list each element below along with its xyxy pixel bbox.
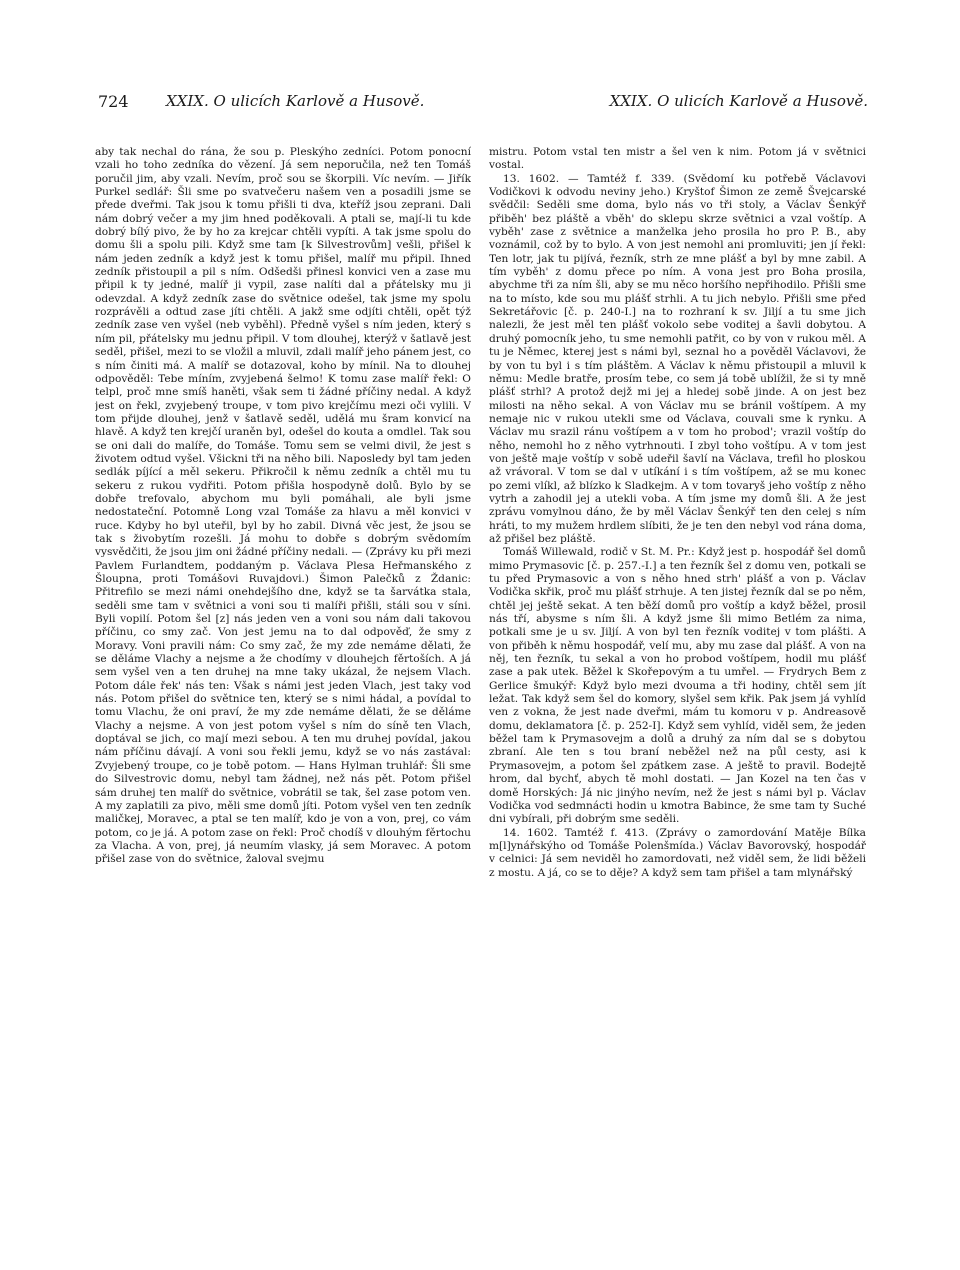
paragraph: aby tak nechal do rána, že sou p. Pleskýho zedníci. Potom ponocní vzali ho toho zedníka do vězení. Já sem neporučila, než ten Tomáš poručil jim, aby vzali. Nevím, proč sou se škorpili. Víc nevím. — Jiřík Purkel sedlář: Šli sme po svatvečeru našem ven a posadili jsme se přede dveřmi. Tak jsou k tomu přišli ti dva, kteříž jsou zeprani. Dali nám dobrý večer a my jim hned poděkovali. A ptali se, mají-li tu kde dobrý bílý pivo, že by ho za krejcar chtěli vypíti. A tak jsme spolu do domu šli a spolu pili. Když sme tam [k Silvestrovům] vešli, přišel k nám jeden zedník a když jest k tomu přišel, malíř mu připil. Ihned zedník přistoupil a pil s ním. Odšedši přinesl konvici ven a zase mu připil k ty jedné, malíř ji vypil, zase nalíti dal a přátelsky mu ji odevzdal. A když zedník zase do světnice odešel, tak jsme my spolu rozprávěli a odtud zase jíti chtěli. A jakž sme odjíti chtěli, opět týž zedník zase ven vyšel (neb vyběhl). Předně vyšel s ním jeden, který s ním pil, přátelsky mu jednu připil. V tom dlouhej, kterýž v šatlavě jest seděl, přišel, mezi to se vložil a mluvil, zdali malíř jeho pánem jest, co s ním činiti má. A malíř se dotazoval, koho by mínil. Na to dlouhej odpověděl: Tebe míním, zvyjebená šelmo! K tomu zase malíř řekl: O telpl, proč mne smíš haněti, však sem ti žádné příčiny nedal. A když jest on řekl, zvyjebený troupe, v tom pivo krejčímu mezi oči vylili. V tom přijde dlouhej, jenž v šatlavě seděl, udělá mu šram konvicí na hlavě. A když ten krejčí uraněn byl, odešel do kouta a omdlel. Tak sou se oni dali do malíře, do Tomáše. Tomu sem se velmi divil, že jest s životem odtud vyšel. Všickni tři na něho bili. Naposledy byl tam jeden sedlák píjící a měl sekeru. Přikročil k němu zedník a chtěl mu tu sekeru z rukou vydřiti. Potom přišla hospodyně dolů. Bylo by se dobře trefovalo, abychom mu byli pomáhali, ale byli jsme nedostateční. Potomně Long vzal Tomáše za hlavu a měl konvici v ruce. Kdyby ho byl uteřil, byl by ho zabil. Divná věc jest, že jsou se tak s živobytím rozešli. Já mohu to dobře s dobrým svědomím vysvědčiti, že jsou jim oni žádné příčiny nedali. — (Zprávy ku při mezi Pavlem Furlandtem, poddaným p. Václava Plesa Heřmanského z Šloupna, proti Tomášovi Ruvajdovi.) Šimon Palečků z Ždanic: Přitrefilo se mezi námi onehdejšího dne, když se ta šarvátka stala, seděli sme tam v světnici a voni sou ti malíři přišli, stáli sou v síni. Byli vopilí. Potom šel [z] nás jeden ven a voni sou nám dali takovou příčinu, co smy zač. Von jest jemu na to dal odpověď, že smy z Moravy. Voni pravili nám: Co smy zač, že my zde nemáme dělati, že se děláme Vlachy a nejsme a že chodímy v dlouhejch fěrtoších. A já sem vyšel ven a ten druhej na mne taky ukázal, že nejsem Vlach. Potom dále řek' nás ten: Však s námi jest jeden Vlach, jest taky vod nás. Potom přišel do světnice ten, který se s nimi hádal, a povídal to tomu Vlachu, že oni praví, že my zde nemáme dělati, že se děláme Vlachy a nejsme. A von jest potom vyšel s ním do síně ten Vlach, doptával se jich, co mají mezi sebou. A ten mu druhej povídal, jakou nám příčinu dávají. A voni sou řekli jemu, když se vo nás zastával: Zvyjebený troupe, co je tobě potom. — Hans Hylman truhlář: Šli sme do Silvestrovic domu, nebyl tam žádnej, než nás pět. Potom přišel sám druhej ten malíř do světnice, vobrátil se tak, šel zase potom ven. A my zaplatili za pivo, měli sme domů jíti. Potom vyšel ven ten zedník maličkej, Moravec, a ptal se ten malíř, kdo je von a von, prej, co vám potom, co je já. A potom zase on řekl: Proč chodíš v dlouhým fěrtochu za Vlacha. A von, prej, já neumím vlasky, já sem Moravec. A potom přišel zase von do světnice, žaloval svejmu: [95, 146, 471, 866]
running-title-right: XXIX. O ulicích Karlově a Husově.: [609, 92, 868, 110]
right-column: [489, 146, 866, 1246]
paragraph: Tomáš Willewald, rodič v St. M. Pr.: Když jest p. hospodář šel domů mimo Prymasovic [č. p. 257.-I.] a ten řezník šel z domu ven, potkali se tu před Prymasovic a von s něho hned strh' plášť a von p. Václav Vodička skřik, proč mu plášť strhuje. A ten jistej řezník dal se po něm, chtěl jej ještě sekat. A ten běží domů pro voštíp a když běžel, prosil nás tří, abysme s ním šli. A když jsme šli mimo Betlém za nima, potkali sme je u sv. Jiljí. A von byl ten řezník voditej v tom plášti. A von přiběh k němu hospodář, velí mu, aby mu zase dal plášť. A von na něj, ten řezník, tu sekal a von ho probod voštípem, hodil mu plášť zase a pak utek. Běžel k Skořepovým a tu umřel. — Frydrych Bem z Gerlice šmukýř: Když bylo mezi dvouma a tři hodiny, chtěl sem jít ležat. Tak když sem šel do komory, slyšel sem křik. Pak jsem já vyhlíd ven z vokna, že jest nade dveřmi, mám tu komoru v p. Andreasově domu, deklamatora [č. p. 252-I]. Když sem vyhlíd, viděl sem, že jeden běžel tam k Prymasovejm a dolů a druhý za ním dal se s dobytou zbraní. Ale ten s tou braní neběžel než na půl cesty, asi k Prymasovejm, a potom šel zpátkem zase. A ještě to pravil. Bodejtě hrom, dal bychť, abych tě mohl dostati. — Jan Kozel na ten čas v domě Horských: Já nic jinýho nevím, než že jest s námi byl p. Václav Vodička vod sedmnácti hodin u kmotra Babince, že sme tam ty Suché dni vybírali, při dobrým sme seděli.: [489, 546, 866, 826]
running-title-left: XXIX. O ulicích Karlově a Husově.: [166, 92, 425, 110]
paragraph: mistru. Potom vstal ten mistr a šel ven k nim. Potom já v světnici vostal.: [489, 146, 866, 172]
page-number: 724: [98, 92, 129, 111]
page-header: [88, 92, 878, 122]
paragraph: 14. 1602. Tamtéž f. 413. (Zprávy o zamordování Matěje Bílka m[l]ynářskýho od Tomáše Polenšmída.) Václav Bavorovský, hospodář v celnici: Já sem neviděl ho zamordovati, než viděl sem, že lidi běželi z mostu. A já, co se to děje? A když sem tam přišel a tam mlynářský: [489, 826, 866, 879]
left-column: [95, 146, 471, 1246]
paragraph: 13. 1602. — Tamtéž f. 339. (Svědomí ku potřebě Václavovi Vodičkovi k odvodu neviny jeho.) Kryštof Šimon ze země Švejcarské svědčil: Seděli sme doma, bylo nás vo tři stoly, a Václav Šenkýř přiběh' bez pláště a vběh' do sklepu skrze světnici a vzal voštíp. A vyběh' zase z světnice a manželka jeho prosila ho pro P. B., aby voznámil, což by to bylo. A von jest nemohl ani promluviti; jen jí řekl: Ten lotr, jak tu pijívá, řezník, strh ze mne plášť a byl by mne zabil. A tím vyběh' z domu přece po ním. A vona jest pro Boha prosila, abychme tři za ním šli, aby se mu něco horšího nepřihodilo. Přišli sme na to místo, kde sou mu plášť strhli. A tu jich nebylo. Přišli sme před Sekretářovic [č. p. 240-I.] na to rozhraní k sv. Jiljí a tu sme jich nalezli, že jest měl ten plášť vokolo sebe voditej a šavli dobytou. A druhý pomocník jeho, tu sme nemohli patřit, co by von v rukou měl. A tu je Němec, kterej jest s námi byl, seznal ho a pověděl Václavovi, že by von tu byl i s tím pláštěm. A Václav k němu přistoupil a mluvil k němu: Medle bratře, prosím tebe, co sem já tobě ublížil, že si ty mně plášť strhl? A protož dejž mi jej a hledej sobě jinde. A on jest bez milosti na něho sekal. A von Václav mu se bránil voštípem. A my nemaje nic v rukou utekli sme od Václava, couvali sme k rynku. A Václav mu srazil ránu voštípem a v tom ho probod'; vrazil voštíp do něho, nemohl ho z něho vytrhnouti. I zbyl toho voštípu. A v tom jest von ještě maje voštíp v sobě udeřil šavlí na Václava, trefil ho ploskou až vrávoral. V tom se dal v utíkání i s tím voštípem, až se mu konec po zemi vlíkl, až blízko k Sladkejm. A v tom tovaryš jeho voštíp z něho vytrh a zahodil jej a utekli voba. A tím jsme my domů šli. A že jest zprávu vomylnou dáno, že by měl Václav Šenkýř ten den celej s ním hráti, to my mužem hrdlem slíbiti, že je ten den nebyl vod rána doma, až přišel bez pláště.: [489, 172, 866, 545]
